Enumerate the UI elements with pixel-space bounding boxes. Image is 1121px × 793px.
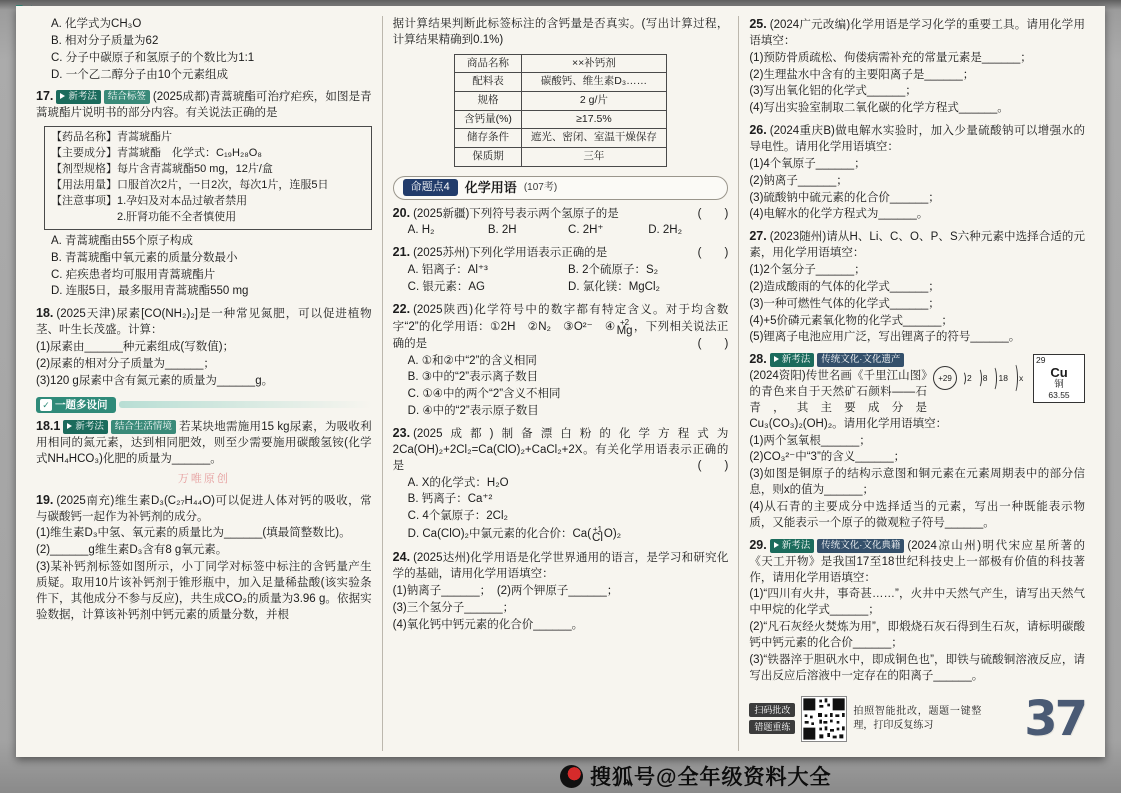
atomic-mass: 63.55: [1048, 390, 1070, 401]
element-symbol: Cl: [592, 532, 603, 545]
option-d: D. 2H₂: [648, 224, 683, 237]
valence-value: +2: [620, 317, 630, 327]
question-21: [393, 244, 729, 262]
megaphone-icon: [67, 423, 72, 429]
multi-question-banner: [36, 397, 372, 413]
question-part: (2)“凡石灰经火焚炼为用”，即煅烧石灰石得到生石灰，请标明碳酸钙中钙元素的化合价______；: [749, 621, 1086, 649]
option-d: D. ④中的“2”表示原子数目: [407, 405, 539, 418]
question-number: 18.1: [36, 419, 61, 433]
question-part: (1)钠离子______； (2)两个钾原子______；: [392, 584, 619, 597]
copper-element-figure: [933, 354, 1085, 402]
footer-watermark-text: 搜狐号@全年级资料大全: [590, 766, 832, 789]
question-number: 28.: [749, 352, 767, 367]
table-cell: 含钙量(%): [455, 110, 522, 129]
right-column: [739, 14, 1095, 753]
question-17: [36, 88, 372, 122]
table-cell: 碳酸钙、维生素D₃……: [521, 73, 666, 92]
sohu-logo-icon: [560, 765, 583, 788]
question-part: (4)写出实验室制取二氧化碳的化学方程式______。: [749, 102, 1009, 115]
tag-label: 新考法: [75, 421, 104, 432]
leaflet-line: 【用法用量】口服首次2片，一日2次，每次1片，连服5日: [51, 178, 329, 191]
question-stem: (2025天津)尿素[CO(NH₂)₂]是一种常见氮肥，可以促进植物茎、叶生长茂盛。计算：: [36, 308, 372, 337]
left-column: [26, 14, 382, 753]
question-part: (4)电解水的化学方程式为______。: [749, 208, 929, 221]
method-tag: 结合生活情境: [111, 420, 176, 434]
options-row: [393, 223, 729, 239]
question-part: (3)硫酸钠中硫元素的化合价______；: [749, 191, 940, 204]
question-part: (1)预防骨质疏松、佝偻病需补充的常量元素是______；: [749, 51, 1032, 64]
option-c: C. 银元素：AG: [407, 280, 485, 293]
element-symbol: Cu: [1050, 364, 1068, 380]
option-c: C. ①④中的两个“2”含义不相同: [407, 388, 561, 401]
supplement-label-table: [454, 54, 667, 167]
question-number: 23.: [392, 425, 411, 440]
question-part: (4)+5价磷元素氧化物的化学式______；: [749, 314, 953, 327]
answer-bracket: ( ): [697, 337, 729, 350]
table-row: [455, 54, 667, 73]
question-stem: (2023随州)请从H、Li、C、O、P、S六种元素中选择合适的元素，用化学用语填空：: [749, 231, 1086, 260]
megaphone-icon: [774, 542, 779, 548]
continuation-text: 据计算结果判断此标签标注的含钙量是否真实。(写出计算过程，计算结果精确到0.1%): [392, 18, 729, 46]
question-part: (5)锂离子电池应用广泛，写出锂离子的符号______。: [749, 331, 1021, 344]
question-number: 27.: [749, 229, 767, 244]
options-row: [393, 280, 729, 296]
question-number: 22.: [392, 301, 411, 316]
middle-column: [383, 14, 739, 753]
question-number: 24.: [392, 550, 411, 565]
question-stem: 若某块地需施用15 kg尿素，为吸收利用相同的氮元素，达到相同肥效，则至少需要施用碳酸氢铵(化学式NH₄HCO₃)化肥的质量为______。: [36, 421, 372, 465]
question-20: [393, 205, 729, 223]
atomic-number: 29: [1036, 355, 1046, 366]
question-29: [749, 537, 1085, 587]
option-a: A. 化学式为CH₃O: [51, 18, 142, 30]
question-27: [749, 228, 1085, 262]
new-method-tag: [770, 539, 815, 553]
question-stem: (2024重庆B)做电解水实验时，加入少量硫酸钠可以增强水的导电性。请用化学用语填空：: [749, 125, 1086, 154]
option-a: A. 铝离子：Al⁺³: [407, 264, 488, 277]
answer-bracket: ( ): [697, 207, 729, 220]
leaflet-line: 【药品名称】青蒿琥酯片: [51, 131, 172, 144]
shell-electron-count: 2: [967, 372, 972, 383]
valence-notation: [617, 319, 633, 337]
table-row: [455, 92, 667, 111]
qr-code: [801, 696, 847, 742]
shell-electron-count: x: [1018, 372, 1024, 383]
electron-shell-arc: [975, 368, 982, 388]
options-row: [393, 263, 729, 279]
element-name: 铜: [1054, 379, 1064, 391]
question-number: 19.: [36, 492, 54, 507]
option-c: C. 疟疾患者均可服用青蒿琥酯片: [51, 268, 216, 281]
workbook-page: [16, 6, 1105, 757]
check-icon: ✓: [40, 399, 52, 411]
page-number: 37: [1024, 690, 1086, 747]
question-number: 26.: [749, 123, 767, 138]
question-stem: (2024资阳)传世名画《千里江山图》的青色来自于天然矿石颜料——石青，其主要成分是Cu₃(CO₃)₂(OH)₂。请用化学用语填空：: [749, 370, 948, 430]
question-stem: (2025成都)青蒿琥酯可治疗疟疾，如图是青蒿琥酯片说明书的部分内容。有关说法正确的是: [36, 91, 372, 120]
banner-label: 一题多设问: [55, 398, 108, 411]
option-c: C. 2H⁺: [568, 224, 604, 237]
option-b: B. 青蒿琥酯中氧元素的质量分数最小: [51, 251, 238, 264]
scan-correct-tab: 扫码批改: [749, 703, 795, 717]
nucleus-charge: +29: [933, 366, 957, 390]
question-part: (1)两个氢氧根______；: [749, 434, 871, 447]
table-cell: 2 g/片: [521, 92, 666, 111]
leaflet-line: 2.肝肾功能不全者慎使用: [117, 210, 237, 223]
shell-electron-count: 8: [982, 372, 988, 383]
formula-part: Ca(: [572, 528, 592, 541]
table-row: [455, 110, 667, 129]
option-b: B. 钙离子：Ca⁺²: [407, 493, 493, 506]
publisher-watermark: 万唯原创: [177, 472, 230, 485]
culture-theme-tag: 传统文化·文化遗产: [817, 353, 904, 367]
question-stem: (2025陕西)化学符号中的数字都有特定含义。对于均含数字“2”的化学用语：①2H ②N₂ ③O²⁻ ④: [392, 303, 729, 333]
tag-label: 新考法: [781, 354, 811, 366]
question-18-1: [36, 418, 372, 468]
leaflet-line: 【剂型规格】每片含青蒿琥酯50 mg，12片/盒: [51, 163, 273, 176]
question-part: (3)一种可燃性气体的化学式______；: [749, 297, 940, 310]
question-part: (2)造成酸雨的气体的化学式______；: [749, 280, 940, 293]
option-b: B. 2H: [487, 224, 517, 237]
table-cell: 储存条件: [455, 129, 522, 148]
question-number: 20.: [392, 205, 411, 220]
question-stem: (2025南充)维生素D₃(C₂₇H₄₄O)可以促进人体对钙的吸收，常与碳酸钙一起作为补钙剂的成分。: [36, 494, 372, 523]
valence-value: +1: [592, 525, 603, 535]
question-stem: ，下列相关说法正确的是: [392, 320, 729, 350]
question-number: 29.: [749, 537, 767, 552]
method-tag: 结合标签: [104, 90, 150, 104]
megaphone-icon: [774, 356, 779, 362]
banner-bar: [119, 401, 372, 408]
question-part: (1)“四川有火井，事奇甚……”，火井中天然气产生，请写出天然气中甲烷的化学式______；: [749, 588, 1086, 617]
multi-question-pill: [36, 397, 116, 413]
table-row: [455, 73, 667, 92]
option-b: B. 2个硫原子：S₂: [568, 264, 659, 277]
question-part: (2)______g维生素D₃含有8 g氧元素。: [36, 544, 228, 557]
question-part: (1)尿素由______种元素组成(写数值)；: [36, 340, 235, 353]
question-part: (4)氧化钙中钙元素的化合价______。: [392, 618, 584, 631]
electron-shell-arc: [990, 366, 997, 391]
option-d: D. 连服5日，最多服用青蒿琥酯550 mg: [51, 285, 249, 298]
question-stem: (2025新疆)下列符号表示两个氢原子的是: [413, 207, 619, 220]
leaflet-line: 【主要成分】青蒿琥酯 化学式：C₁₉H₂₈O₈: [51, 147, 262, 160]
qr-caption: 拍照智能批改，题题一键整理，打印反复练习: [853, 706, 982, 731]
question-part: (3)“铁器淬于胆矾水中，即成铜色也”，即铁与硫酸铜溶液反应，请写出反应后溶液中一定存在的阳离子______。: [749, 653, 1086, 682]
question-28: [749, 351, 1085, 432]
culture-theme-tag: 传统文化·文化典籍: [817, 539, 904, 553]
question-stem: (2025成都)制备漂白粉的化学方程式为2Ca(OH)₂+2Cl₂=Ca(ClO)₂+CaCl₂+2X。有关化学用语表示正确的是: [392, 427, 729, 472]
question-26: [749, 122, 1085, 156]
topic-banner: [393, 176, 729, 200]
table-cell: 商品名称: [455, 54, 522, 73]
question-18: [36, 305, 372, 339]
option-a: A. X的化学式：H₂O: [407, 476, 509, 489]
question-part: (2)钠离子______；: [749, 174, 848, 187]
question-22: [393, 301, 729, 353]
question-part: (3)写出氧化铝的化学式______；: [749, 85, 917, 98]
tag-label: 新考法: [781, 539, 811, 551]
table-cell: 规格: [455, 92, 522, 111]
question-19: [36, 492, 372, 526]
new-method-tag: [56, 90, 101, 104]
table-row: [455, 147, 667, 166]
option-d: [393, 526, 729, 544]
question-number: 18.: [36, 306, 54, 321]
question-number: 25.: [749, 17, 767, 31]
question-25: [749, 16, 1085, 50]
shell-electron-count: 18: [998, 372, 1008, 383]
new-method-tag: [770, 353, 815, 367]
answer-bracket: ( ): [697, 247, 729, 260]
new-method-tag: [63, 420, 108, 434]
side-tabs: [749, 703, 795, 735]
qr-footer: [749, 690, 1086, 747]
question-stem: (2025达州)化学用语是化学世界通用的语言，是学习和研究化学的基础，请用化学用语填空：: [392, 552, 729, 580]
table-cell: ××补钙剂: [521, 54, 666, 73]
question-stem: (2024凉山州)明代宋应星所著的《天工开物》是我国17至18世纪科技史上一部极有价值的科技著作，请用化学用语填空：: [749, 539, 1086, 584]
option-text: D. Ca(ClO)₂中氯元素的化合价：: [407, 528, 573, 541]
formula-part: O)₂: [603, 528, 622, 541]
topic-badge: 命题点4: [403, 179, 458, 196]
tag-label: 新考法: [68, 91, 97, 103]
answer-bracket: ( ): [697, 459, 729, 472]
electron-shell-arc: [959, 371, 966, 386]
leaflet-line: 【注意事项】1.孕妇及对本品过敏者禁用: [51, 194, 248, 207]
question-stem: (2025苏州)下列化学用语表示正确的是: [413, 247, 608, 260]
footer-watermark: [560, 761, 831, 791]
option-d: D. 氯化镁：MgCl₂: [568, 280, 661, 293]
table-row: [455, 129, 667, 148]
table-cell: 保质期: [455, 147, 522, 166]
question-part: (3)某补钙剂标签如图所示，小丁同学对标签中标注的含钙量产生质疑。取用10片该补钙剂于锥形瓶中，加入足量稀盐酸(该实验条件下，其他成分不参与反应)，共生成CO₂的质量为3.96 g。依据实验数据，计算该补钙剂中钙元素的质量分数，并根: [36, 561, 372, 621]
table-cell: 三年: [521, 147, 666, 166]
topic-count: (107考): [523, 181, 558, 193]
option-c: C. 分子中碳原子和氢原子的个数比为1:1: [51, 51, 255, 64]
question-part: (3)三个氢分子______；: [392, 601, 515, 614]
element-symbol: Mg: [616, 324, 633, 337]
question-24: [393, 549, 729, 583]
question-part: (3)120 g尿素中含有氮元素的质量为______g。: [36, 374, 274, 387]
option-b: B. 相对分子质量为62: [51, 34, 159, 47]
question-part: (2)生理盐水中含有的主要阳离子是______；: [749, 68, 975, 81]
option-d: D. 一个乙二醇分子由10个元素组成: [51, 68, 228, 81]
question-part: (3)如图是铜原子的结构示意图和铜元素在元素周期表中的部分信息，则x的值为______；: [749, 468, 1086, 497]
question-part: (1)维生素D₃中氢、氧元素的质量比为______(填最简整数比)。: [36, 527, 351, 540]
question-part: (2)尿素的相对分子质量为______；: [36, 357, 215, 370]
table-cell: 遮光、密闭、室温干燥保存: [521, 129, 666, 148]
option-b: B. ③中的“2”表示离子数目: [407, 371, 539, 384]
periodic-table-cell: [1033, 354, 1085, 402]
question-part: (2)CO₃²⁻中“3”的含义______；: [749, 451, 906, 464]
medicine-leaflet-box: [44, 126, 372, 230]
electron-shell-arc: [1011, 363, 1018, 393]
option-a: A. 青蒿琥酯由55个原子构成: [51, 234, 193, 247]
valence-notation: [592, 526, 603, 544]
question-part: (1)2个氢分子______；: [749, 264, 866, 277]
question-number: 17.: [36, 89, 54, 104]
question-23: [393, 425, 729, 475]
question-part: (4)从石青的主要成分中选择适当的元素，写出一种既能表示物质，又能表示一个原子的微观粒子符号______。: [749, 501, 1086, 529]
question-number: 21.: [392, 245, 411, 260]
option-c: C. 4个氯原子：2Cl₂: [407, 510, 508, 523]
option-a: A. ①和②中“2”的含义相同: [407, 354, 537, 367]
question-stem: (2024广元改编)化学用语是学习化学的重要工具。请用化学用语填空：: [749, 19, 1086, 47]
atomic-structure-diagram: [933, 363, 1029, 393]
retry-wrong-tab: 错题重练: [749, 720, 795, 734]
question-part: (1)4个氧原子______；: [749, 157, 866, 170]
topic-title: 化学用语: [464, 179, 517, 195]
table-cell: ≥17.5%: [521, 110, 666, 129]
megaphone-icon: [60, 93, 65, 99]
table-cell: 配料表: [455, 73, 522, 92]
option-a: A. H₂: [407, 224, 435, 237]
